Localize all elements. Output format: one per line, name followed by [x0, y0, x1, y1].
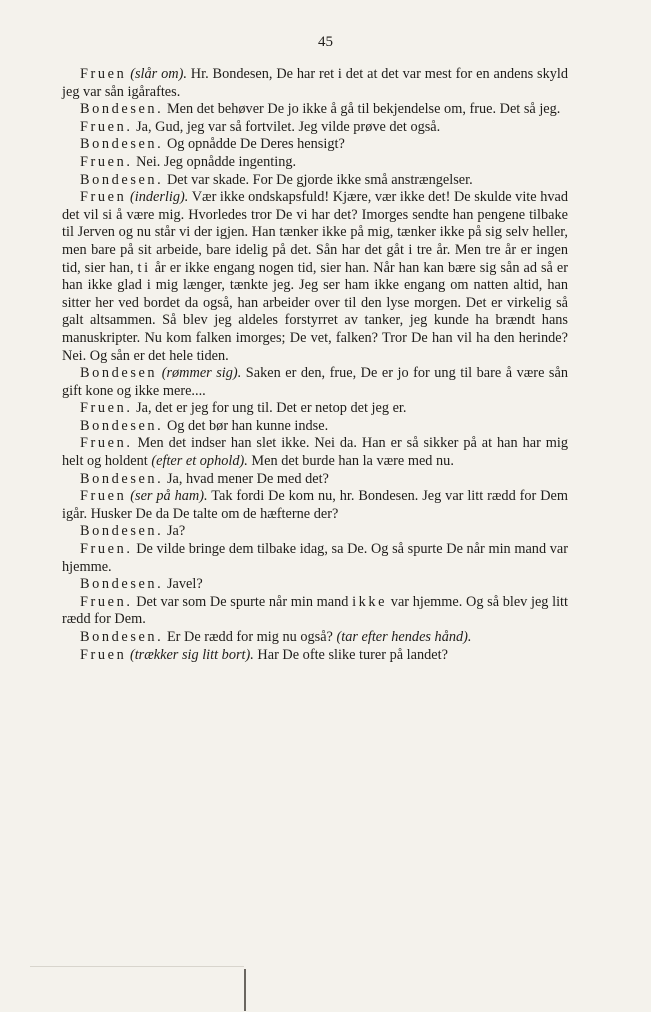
- dialogue-line: [62, 119, 568, 137]
- speaker-name: Fruen: [80, 66, 127, 82]
- line-text: Er De rædd for mig nu også?: [166, 629, 333, 645]
- line-text: Det var skade. For De gjorde ikke små anstrængelser.: [166, 171, 473, 188]
- dialogue-line: [62, 365, 568, 400]
- stage-direction: (slår om).: [130, 66, 187, 82]
- speaker-name: Bondesen.: [80, 523, 164, 540]
- stage-direction: (inderlig).: [129, 189, 189, 206]
- speaker-name: Bondesen.: [80, 629, 164, 645]
- speaker-name: Bondesen.: [80, 576, 164, 593]
- dialogue-line: [62, 541, 568, 576]
- speaker-name: Fruen.: [80, 400, 133, 417]
- dialogue-line: [62, 66, 568, 101]
- dialogue-line: [62, 418, 568, 436]
- line-text: Men det burde han la være med nu.: [251, 453, 454, 470]
- stage-direction: (efter et ophold).: [151, 453, 248, 470]
- speaker-name: Fruen.: [80, 153, 133, 170]
- dialogue-line: [62, 400, 568, 418]
- spaced-emphasis: ti: [137, 259, 151, 276]
- scan-margin-mark: [30, 966, 244, 1012]
- dialogue-line: [62, 154, 568, 172]
- speaker-name: Bondesen.: [80, 470, 164, 487]
- dialogue-line: [62, 594, 568, 629]
- speaker-name: Fruen.: [80, 435, 133, 452]
- line-text: Og det bør han kunne indse.: [166, 417, 329, 434]
- dialogue-line: [62, 189, 568, 365]
- line-text: Men det behøver De jo ikke å gå til bekjendelse om, frue. Det så jeg.: [166, 101, 561, 118]
- dialogue-line: [62, 523, 568, 541]
- line-text: Ja?: [166, 523, 186, 540]
- line-text: Vær ikke ondskapsfuld! Kjære, vær ikke det! De skulde vite hvad det vil si å være mig. Hvorledes tror De vi har det? Imorges sendte han pengene tilbake til Jerven og nu står vi der igjen. Han tænker ikke på mig, tænker ikke på sig selv heller, men bare på sit arbeide, bare idelig på det. Sån har det gåt i tre år. Men tre år er ingen tid, sier han,: [62, 189, 569, 276]
- stage-direction: (rømmer sig).: [161, 365, 242, 382]
- speaker-name: Fruen: [80, 488, 127, 505]
- dialogue-line: [62, 101, 568, 119]
- dialogue-line: [62, 629, 568, 647]
- stage-direction: (ser på ham).: [130, 488, 208, 505]
- stage-direction: (tar efter hendes hånd).: [336, 629, 472, 645]
- speaker-name: Bondesen: [80, 365, 158, 382]
- line-text: Men det indser han slet ikke. Nei da. Han er så sikker på at han har mig helt og holdent: [62, 435, 569, 470]
- dialogue-text: [62, 66, 568, 664]
- line-text: De vilde bringe dem tilbake idag, sa De. Og så spurte De når min mand var hjemme.: [62, 541, 569, 575]
- speaker-name: Fruen.: [80, 593, 133, 610]
- line-text: Ja, hvad mener De med det?: [166, 470, 329, 487]
- line-text: Det var som De spurte når min mand: [136, 593, 349, 610]
- speaker-name: Bondesen.: [80, 417, 164, 434]
- speaker-name: Fruen.: [80, 118, 133, 135]
- line-text: Har De ofte slike turer på landet?: [257, 646, 448, 663]
- dialogue-line: [62, 576, 568, 594]
- dialogue-line: [62, 136, 568, 154]
- line-text: Og opnådde De Deres hensigt?: [166, 136, 345, 153]
- spaced-emphasis: ikke: [352, 593, 388, 610]
- line-text: Tak fordi De kom nu, hr. Bondesen. Jeg var litt rædd for Dem igår. Husker De da De talte om de hæfterne der?: [62, 488, 568, 522]
- line-text: var hjemme. Og så blev jeg litt rædd for Dem.: [62, 593, 569, 628]
- line-text: Javel?: [166, 576, 203, 593]
- line-text: år er ikke engang nogen tid, sier han. Når han kan bære sig sån ad så er han ikke glad i mig længer, tænkte jeg. Jeg ser ham ikke engang om natten altid, han sitter her ved bordet da også, han arbeider over til den lyse morgen. Det er virkelig så galt altsammen. Så blev jeg aldeles forstyrret av tanker, jeg kunde ha brændt hans manuskripter. Nu kom falken imorges; De vet, falken? Tror De han vil ha den herinde? Nei. Og sån er det hele tiden.: [62, 259, 568, 364]
- page-number: 45: [318, 34, 333, 50]
- speaker-name: Fruen.: [80, 541, 133, 558]
- stage-direction: (trækker sig litt bort).: [129, 646, 254, 663]
- speaker-name: Bondesen.: [80, 136, 164, 153]
- speaker-name: Fruen: [80, 189, 127, 206]
- line-text: Saken er den, frue, De er jo for ung til bare å være sån gift kone og ikke mere....: [62, 365, 568, 399]
- line-text: Ja, Gud, jeg var så fortvilet. Jeg vilde prøve det også.: [136, 118, 441, 135]
- dialogue-line: [62, 172, 568, 190]
- line-text: Ja, det er jeg for ung til. Det er netop det jeg er.: [136, 400, 407, 417]
- line-text: Hr. Bondesen, De har ret i det at det var mest for en andens skyld jeg var sån igåraftes.: [62, 66, 569, 100]
- speaker-name: Fruen: [80, 646, 127, 663]
- speaker-name: Bondesen.: [80, 171, 164, 188]
- line-text: Nei. Jeg opnådde ingenting.: [136, 153, 297, 170]
- dialogue-line: [62, 647, 568, 665]
- dialogue-line: [62, 488, 568, 523]
- dialogue-line: [62, 471, 568, 489]
- dialogue-line: [62, 435, 568, 470]
- speaker-name: Bondesen.: [80, 101, 164, 118]
